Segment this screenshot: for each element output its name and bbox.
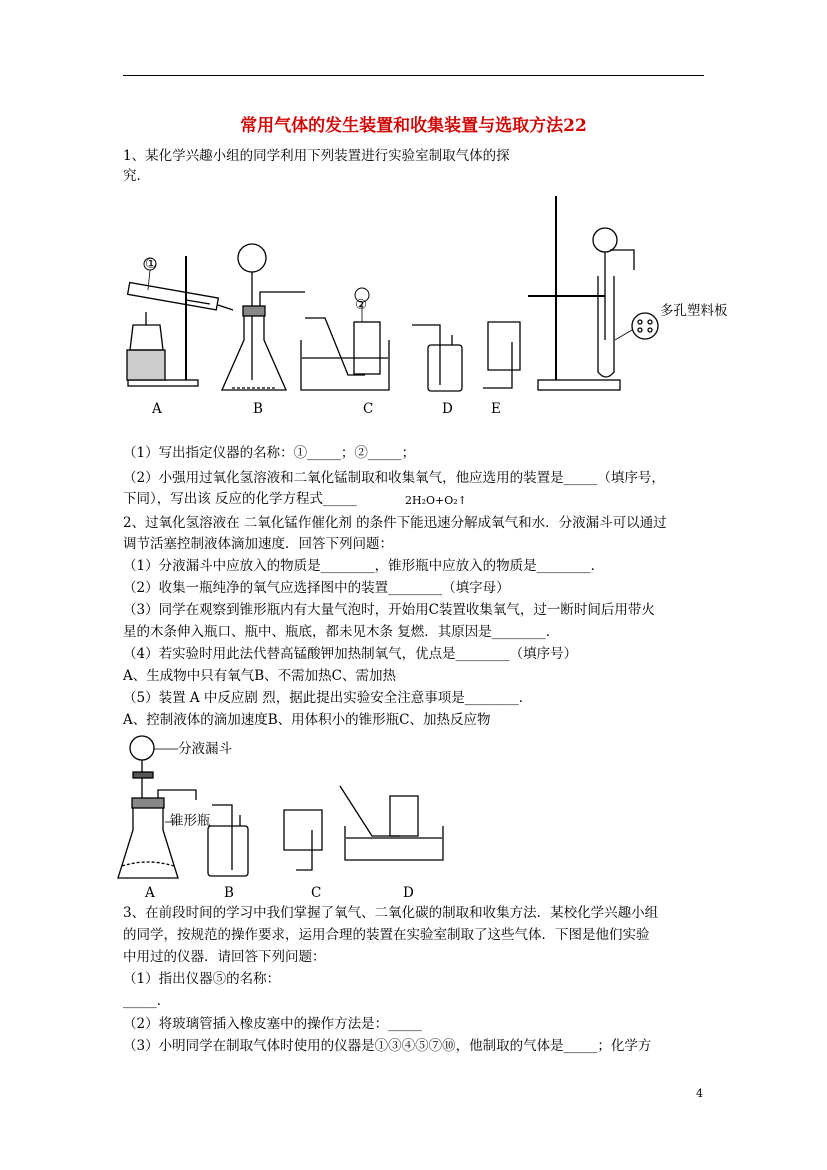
label-conical-flask: 锥形瓶	[170, 813, 211, 829]
q3-intro-line3: 中用过的仪器．请回答下列问题：	[123, 949, 326, 965]
q1-fig-label-a: A	[152, 401, 162, 417]
q2-intro-line2: 调节活塞控制液体滴加速度．回答下列问题：	[123, 536, 393, 552]
conical-flask-a	[118, 806, 178, 878]
q2-sub5: （5）装置 A 中反应剧 烈，据此提出实验安全注意事项是________．	[123, 690, 533, 706]
q1-fig-label-b: B	[253, 401, 263, 417]
marker-2: ②	[355, 297, 368, 313]
q2-sub4: （4）若实验时用此法代替高锰酸钾加热制氧气，优点是________（填序号）	[123, 646, 578, 662]
q1-sub1: （1）写出指定仪器的名称：①_____；②_____；	[123, 445, 416, 461]
q3-sub1: （1）指出仪器⑤的名称：	[123, 971, 281, 987]
q1-fig-label-e: E	[491, 401, 501, 417]
q1-sub2-line1: （2）小强用过氧化氢溶液和二氧化锰制取和收集氧气，他应选用的装置是_____（填序号，	[123, 470, 665, 486]
q1-intro-line1: 1、某化学兴趣小组的同学利用下列装置进行实验室制取气体的探	[123, 148, 510, 164]
gas-jar-d	[390, 796, 418, 836]
separatory-funnel-bulb	[130, 736, 154, 760]
page-title: 常用气体的发生装置和收集装置与选取方法22	[240, 116, 587, 136]
gas-bottle-c	[284, 810, 322, 850]
q2-sub2: （2）收集一瓶纯净的氧气应选择图中的装置________（填字母）	[123, 580, 510, 596]
q3-sub1-blank: _____．	[123, 993, 171, 1009]
q3-sub2: （2）将玻璃管插入橡皮塞中的操作方法是：_____	[123, 1016, 422, 1032]
q3-intro-line2: 的同学，按规范的操作要求，运用合理的装置在实验室制取了这些气体．下图是他们实验	[123, 927, 650, 943]
q2-sub4-options: A、生成物中只有氧气B、不需加热C、需加热	[123, 668, 396, 684]
q1-equation: 2H₂O+O₂↑	[405, 494, 467, 507]
delivery-tube-d	[340, 786, 400, 836]
q2-sub1: （1）分液漏斗中应放入的物质是________，锥形瓶中应放入的物质是________．	[123, 558, 605, 574]
gas-bottle-b	[208, 826, 248, 876]
q1-fig-label-d: D	[442, 401, 453, 417]
q2-fig-label-b: B	[224, 885, 234, 901]
q2-intro-line1: 2、过氧化氢溶液在 二氧化锰作催化剂 的条件下能迅速分解成氧气和水．分液漏斗可以通过	[123, 515, 667, 531]
water-trough-d	[345, 826, 443, 860]
q3-sub3: （3）小明同学在制取气体时使用的仪器是①③④⑤⑦⑩，他制取的气体是_____；化学方	[123, 1038, 652, 1054]
q2-fig-label-d: D	[403, 885, 414, 901]
q2-fig-label-c: C	[311, 885, 322, 901]
q2-fig-label-a: A	[145, 885, 155, 901]
q2-sub3-line2: 星的木条伸入瓶口、瓶中、瓶底，都未见木条 复燃．其原因是________．	[123, 624, 560, 640]
label-separatory-funnel: 分液漏斗	[178, 741, 232, 757]
q3-intro-line1: 3、在前段时间的学习中我们掌握了氧气、二氧化碳的制取和收集方法．某校化学兴趣小组	[123, 905, 659, 921]
porous-plate-label: 多孔塑料板	[660, 303, 728, 319]
q2-sub5-options: A、控制液体的滴加速度B、用体积小的锥形瓶C、加热反应物	[123, 712, 491, 728]
q1-intro-line2: 究．	[123, 168, 150, 184]
q1-sub2-line2: 下同），写出该 反应的化学方程式_____	[123, 491, 357, 507]
q1-fig-label-c: C	[363, 401, 374, 417]
q2-sub3-line1: （3）同学在观察到锥形瓶内有大量气泡时，开始用C装置收集氧气，过一断时间后用带火	[123, 602, 655, 618]
page-number: 4	[696, 1087, 703, 1100]
marker-1: ①	[145, 256, 158, 272]
